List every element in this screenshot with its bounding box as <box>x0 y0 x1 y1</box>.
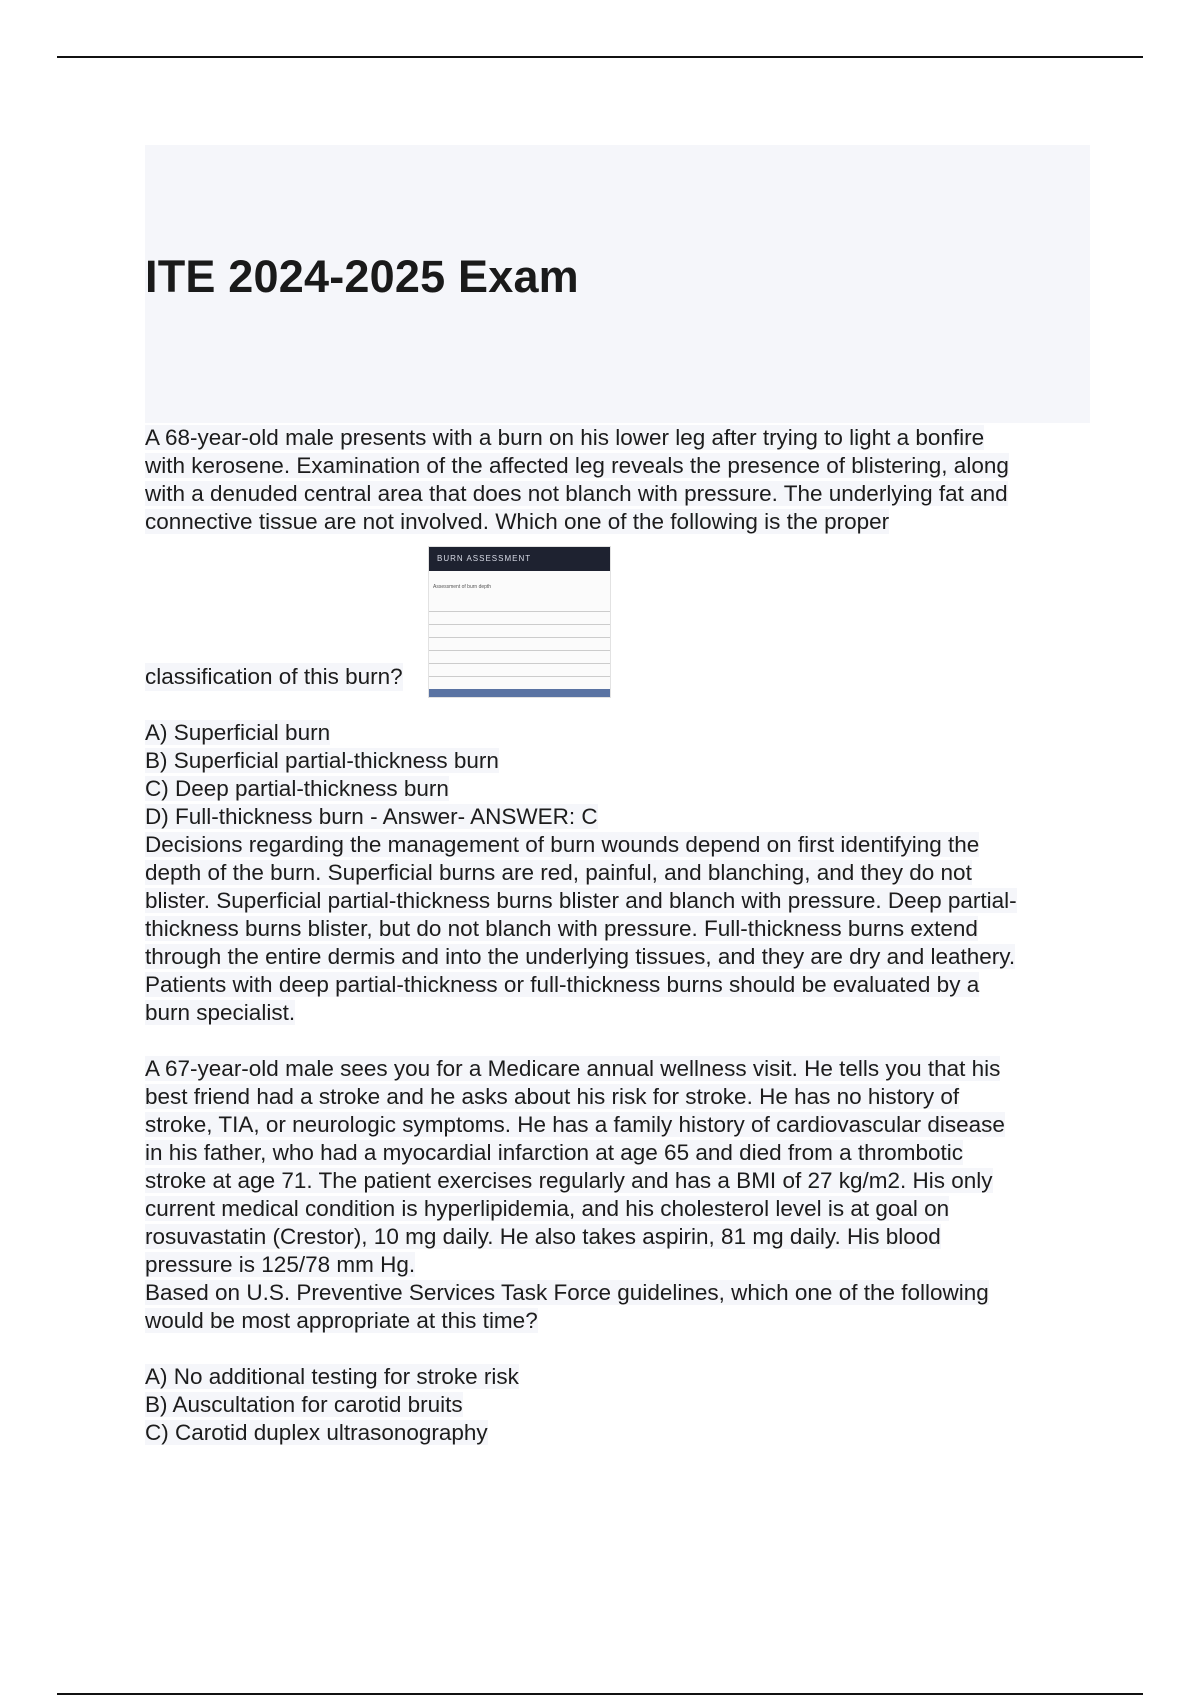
answer-option: B) Superficial partial-thickness burn <box>145 748 499 773</box>
burn-assessment-image <box>428 546 611 698</box>
stem-line: A 67-year-old male sees you for a Medicare annual wellness visit. He tells you that his <box>145 1056 1001 1081</box>
burn-image-footer-bar <box>429 689 610 697</box>
explanation-line: blister. Superficial partial-thickness burns blister and blanch with pressure. Deep partial- <box>145 888 1017 913</box>
stem-line: classification of this burn? <box>145 664 403 689</box>
stem-line: would be most appropriate at this time? <box>145 1308 538 1333</box>
stem-line: pressure is 125/78 mm Hg. <box>145 1252 416 1277</box>
answer-option: C) Deep partial-thickness burn <box>145 776 449 801</box>
explanation-line: thickness burns blister, but do not blanch with pressure. Full-thickness burns extend <box>145 916 978 941</box>
question-1-image-line <box>145 536 1090 691</box>
burn-image-table <box>429 611 610 689</box>
explanation-line: depth of the burn. Superficial burns are red, painful, and blanching, and they do not <box>145 860 972 885</box>
document-title: ITE 2024-2025 Exam <box>145 251 579 302</box>
stem-line: in his father, who had a myocardial infarction at age 65 and died from a thrombotic <box>145 1140 963 1165</box>
question-1-explanation <box>145 831 1090 1027</box>
burn-image-subheader: Assessment of burn depth <box>433 584 492 590</box>
explanation-line: Decisions regarding the management of burn wounds depend on first identifying the <box>145 832 980 857</box>
stem-line: stroke at age 71. The patient exercises regularly and has a BMI of 27 kg/m2. His only <box>145 1168 993 1193</box>
answer-option: D) Full-thickness burn - Answer- ANSWER: C <box>145 804 598 829</box>
explanation-line: Patients with deep partial-thickness or full-thickness burns should be evaluated by a <box>145 972 980 997</box>
question-1-stem <box>145 424 1090 536</box>
question-1-options <box>145 719 1090 831</box>
title-band <box>145 145 1090 423</box>
stem-line: rosuvastatin (Crestor), 10 mg daily. He also takes aspirin, 81 mg daily. His blood <box>145 1224 941 1249</box>
top-rule <box>57 56 1143 58</box>
stem-line: best friend had a stroke and he asks about his risk for stroke. He has no history of <box>145 1084 960 1109</box>
stem-line: current medical condition is hyperlipidemia, and his cholesterol level is at goal on <box>145 1196 950 1221</box>
question-2-stem <box>145 1055 1090 1335</box>
stem-line: with a denuded central area that does not blanch with pressure. The underlying fat and <box>145 481 1008 506</box>
answer-option: A) No additional testing for stroke risk <box>145 1364 519 1389</box>
answer-option: B) Auscultation for carotid bruits <box>145 1392 463 1417</box>
answer-option: C) Carotid duplex ultrasonography <box>145 1420 488 1445</box>
stem-line: Based on U.S. Preventive Services Task Force guidelines, which one of the following <box>145 1280 989 1305</box>
document-body <box>145 424 1090 1447</box>
stem-line: stroke, TIA, or neurologic symptoms. He has a family history of cardiovascular disease <box>145 1112 1005 1137</box>
bottom-rule <box>57 1693 1143 1695</box>
stem-line: with kerosene. Examination of the affected leg reveals the presence of blistering, along <box>145 453 1009 478</box>
explanation-line: through the entire dermis and into the underlying tissues, and they are dry and leathery. <box>145 944 1016 969</box>
explanation-line: burn specialist. <box>145 1000 296 1025</box>
burn-image-header: BURN ASSESSMENT <box>429 547 610 571</box>
question-2-options <box>145 1363 1090 1447</box>
answer-option: A) Superficial burn <box>145 720 331 745</box>
stem-line: A 68-year-old male presents with a burn on his lower leg after trying to light a bonfire <box>145 425 985 450</box>
stem-line: connective tissue are not involved. Which one of the following is the proper <box>145 509 890 534</box>
